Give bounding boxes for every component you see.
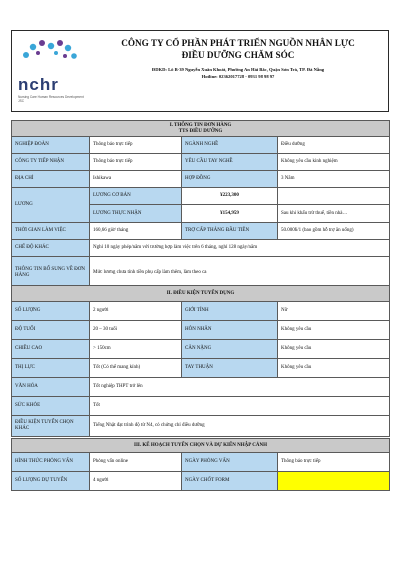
label-tay-thuan: TAY THUẬN: [182, 359, 278, 378]
value-ngay-chot: [278, 472, 390, 491]
value-hinh-thuc: Phỏng vấn online: [90, 453, 182, 472]
value-bo-sung: Mức lương chưa tính tiền phụ cấp làm thêm, làm theo ca: [90, 257, 390, 289]
company-header: [11, 30, 389, 112]
logo-tagline: Nursing Care Human Resources Development JSC: [18, 95, 84, 103]
value-luong-co-ban: ¥223,300: [182, 188, 278, 205]
label-van-hoa: VĂN HÓA: [12, 378, 90, 397]
value-ngay-pv: Thông báo trực tiếp: [278, 453, 390, 472]
value-chieu-cao: > 150cm: [90, 340, 182, 359]
label-luong-thuc-nhan: LƯƠNG THỰC NHẬN: [90, 205, 182, 223]
label-do-tuoi: ĐỘ TUỔI: [12, 321, 90, 340]
value-tro-cap: 50.000¥/1 (bao gồm hỗ trợ ăn uống): [278, 223, 390, 240]
value-gioi-tinh: Nữ: [278, 302, 390, 321]
company-hotline: Hotline: 02362017728 - 0931 98 98 97: [201, 74, 275, 79]
section2-title: II. ĐIỀU KIỆN TUYỂN DỤNG: [12, 286, 390, 302]
section1-title: [12, 121, 390, 137]
selection-plan-table: [11, 438, 390, 491]
value-luong-thuc-nhan: ¥154,959: [182, 205, 278, 223]
value-thi-luc: Tốt (Có thể mang kính): [90, 359, 182, 378]
value-nganh-nghe: Điều dưỡng: [278, 137, 390, 154]
value-can-nang: Không yêu cầu: [278, 340, 390, 359]
label-ngay-chot: NGÀY CHỐT FORM: [182, 472, 278, 491]
company-info: [92, 37, 384, 80]
value-van-hoa: Tốt nghiệp THPT trở lên: [90, 378, 390, 397]
section1-title-text: I. THÔNG TIN ĐƠN HÀNG: [169, 122, 232, 128]
section1-subtitle-text: TTS ĐIỀU DƯỠNG: [178, 128, 223, 134]
label-nganh-nghe: NGÀNH NGHỀ: [182, 137, 278, 154]
company-name-line1: CÔNG TY CỔ PHẦN PHÁT TRIỂN NGUỒN NHÂN LỰC: [121, 38, 355, 48]
label-ngay-pv: NGÀY PHỎNG VẤN: [182, 453, 278, 472]
value-dieu-kien-khac: Tiếng Nhật đạt trình độ từ N4, có chứng chỉ điều dưỡng: [90, 416, 390, 437]
company-logo: [18, 37, 84, 107]
label-hon-nhan: HÔN NHÂN: [182, 321, 278, 340]
value-so-luong: 2 người: [90, 302, 182, 321]
company-address: ĐDKD: Lô B-39 Nguyễn Xuân Khoát, Phường An Hải Bắc, Quận Sơn Trà, TP. Đà Nẵng: [151, 67, 325, 72]
label-tro-cap: TRỢ CẤP THÁNG ĐẦU TIÊN: [182, 223, 278, 240]
label-can-nang: CÂN NẶNG: [182, 340, 278, 359]
recruitment-conditions-table: [11, 285, 390, 437]
label-bo-sung: THÔNG TIN BỔ SUNG VỀ ĐƠN HÀNG: [12, 257, 90, 289]
label-dieu-kien-khac: ĐIỀU KIỆN TUYỂN CHỌN KHÁC: [12, 416, 90, 437]
value-che-do: Nghỉ 10 ngày phép/năm với trường hợp làm việc trên 6 tháng, nghỉ 128 ngày/năm: [90, 240, 390, 257]
value-suc-khoe: Tốt: [90, 397, 390, 416]
logo-dots-icon: [18, 37, 84, 77]
label-luong-co-ban: LƯƠNG CƠ BẢN: [90, 188, 182, 205]
value-dia-chi: Ishikawa: [90, 171, 182, 188]
logo-wordmark: nchr: [18, 75, 59, 94]
label-so-luong: SỐ LƯỢNG: [12, 302, 90, 321]
value-hon-nhan: Không yêu cầu: [278, 321, 390, 340]
value-tay-thuan: Không yêu cầu: [278, 359, 390, 378]
empty-cell: [278, 188, 390, 205]
luong-note: Sau khi khấu trừ thuế, tiền nhà…: [278, 205, 390, 223]
label-so-luong-du-tuyen: SỐ LƯỢNG DỰ TUYỂN: [12, 472, 90, 491]
order-info-table: [11, 120, 390, 289]
label-che-do: CHẾ ĐỘ KHÁC: [12, 240, 90, 257]
label-thoi-gian: THỜI GIAN LÀM VIỆC: [12, 223, 90, 240]
label-nghiep-doan: NGHIỆP ĐOÀN: [12, 137, 90, 154]
value-so-luong-du-tuyen: 4 người: [90, 472, 182, 491]
value-thoi-gian: 160,66 giờ/ tháng: [90, 223, 182, 240]
value-nghiep-doan: Thông báo trực tiếp: [90, 137, 182, 154]
label-thi-luc: THỊ LỰC: [12, 359, 90, 378]
label-chieu-cao: CHIỀU CAO: [12, 340, 90, 359]
label-suc-khoe: SỨC KHỎE: [12, 397, 90, 416]
company-name-line2: ĐIỀU DƯỠNG CHĂM SÓC: [181, 50, 295, 60]
value-yeu-cau: Không yêu cầu kinh nghiệm: [278, 154, 390, 171]
label-cong-ty: CÔNG TY TIẾP NHẬN: [12, 154, 90, 171]
label-hop-dong: HỢP ĐỒNG: [182, 171, 278, 188]
label-gioi-tinh: GIỚI TÍNH: [182, 302, 278, 321]
label-hinh-thuc: HÌNH THỨC PHỎNG VẤN: [12, 453, 90, 472]
value-cong-ty: Thông báo trực tiếp: [90, 154, 182, 171]
section3-title: III. KẾ HOẠCH TUYỂN CHỌN VÀ DỰ KIẾN NHẬP CẢNH: [12, 439, 390, 453]
value-do-tuoi: 20 – 30 tuổi: [90, 321, 182, 340]
label-luong: LƯƠNG: [12, 188, 90, 223]
label-yeu-cau: YÊU CẦU TAY NGHỀ: [182, 154, 278, 171]
value-hop-dong: 3 Năm: [278, 171, 390, 188]
label-dia-chi: ĐỊA CHỈ: [12, 171, 90, 188]
